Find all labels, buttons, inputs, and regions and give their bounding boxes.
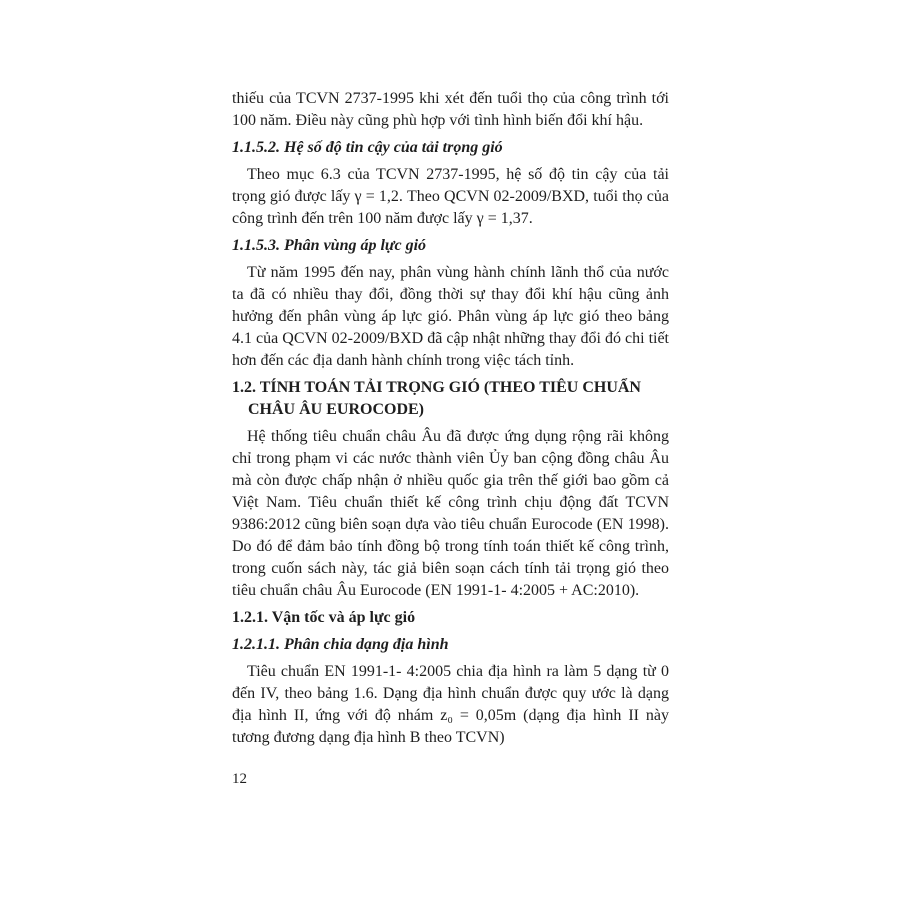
heading-1-2-1-1: 1.2.1.1. Phân chia dạng địa hình xyxy=(232,636,449,653)
paragraph-eurocode-intro: Hệ thống tiêu chuẩn châu Âu đã được ứng dụng rộng rãi không chỉ trong phạm vi các nước thành viên Ủy ban cộng đồng châu Âu mà còn được chấp nhận ở nhiều quốc gia trên thế giới bao gồm cả Việt Nam. Tiêu chuẩn thiết kế công trình chịu động đất TCVN 9386:2012 cũng biên soạn dựa vào tiêu chuẩn Eurocode (EN 1998). Do đó để đảm bảo tính đồng bộ trong tính toán thiết kế công trình, trong cuốn sách này, tác giả biên soạn cách tính tải trọng gió theo tiêu chuẩn châu Âu Eurocode (EN 1991-1- 4:2005 + AC:2010). xyxy=(232,428,669,599)
heading-1-2-1: 1.2.1. Vận tốc và áp lực gió xyxy=(232,609,416,626)
heading-1-1-5-3: 1.1.5.3. Phân vùng áp lực gió xyxy=(232,237,427,254)
paragraph-reliability-coefficient: Theo mục 6.3 của TCVN 2737-1995, hệ số độ tin cậy của tải trọng gió được lấy γ = 1,2. Theo QCVN 02-2009/BXD, tuổi thọ của công trình đến trên 100 năm được lấy γ = 1,37. xyxy=(232,166,669,227)
paragraph-continuation: thiếu của TCVN 2737-1995 khi xét đến tuổi thọ của công trình tới 100 năm. Điều này cũng phù hợp với tình hình biến đổi khí hậu. xyxy=(232,90,669,129)
heading-1-1-5-2: 1.1.5.2. Hệ số độ tin cậy của tải trọng gió xyxy=(232,139,503,156)
paragraph-wind-pressure-zoning: Từ năm 1995 đến nay, phân vùng hành chính lãnh thổ của nước ta đã có nhiều thay đổi, đồng thời sự thay đổi khí hậu cũng ảnh hưởng đến phân vùng áp lực gió. Phân vùng áp lực gió theo bảng 4.1 của QCVN 02-2009/BXD đã cập nhật những thay đổi đó chi tiết hơn đến các địa danh hành chính trong việc tách tỉnh. xyxy=(232,264,669,369)
page-number: 12 xyxy=(232,771,247,787)
heading-1-2-section-title: 1.2. TÍNH TOÁN TẢI TRỌNG GIÓ (THEO TIÊU CHUẨN CHÂU ÂU EUROCODE) xyxy=(232,379,641,418)
paragraph-terrain-categories: Tiêu chuẩn EN 1991-1- 4:2005 chia địa hình ra làm 5 dạng từ 0 đến IV, theo bảng 1.6. Dạng địa hình chuẩn được quy ước là dạng địa hình II, ứng với độ nhám z₀ = 0,05m (dạng địa hình II này tương đương dạng địa hình B theo TCVN) xyxy=(232,663,669,746)
page-body xyxy=(232,88,669,749)
